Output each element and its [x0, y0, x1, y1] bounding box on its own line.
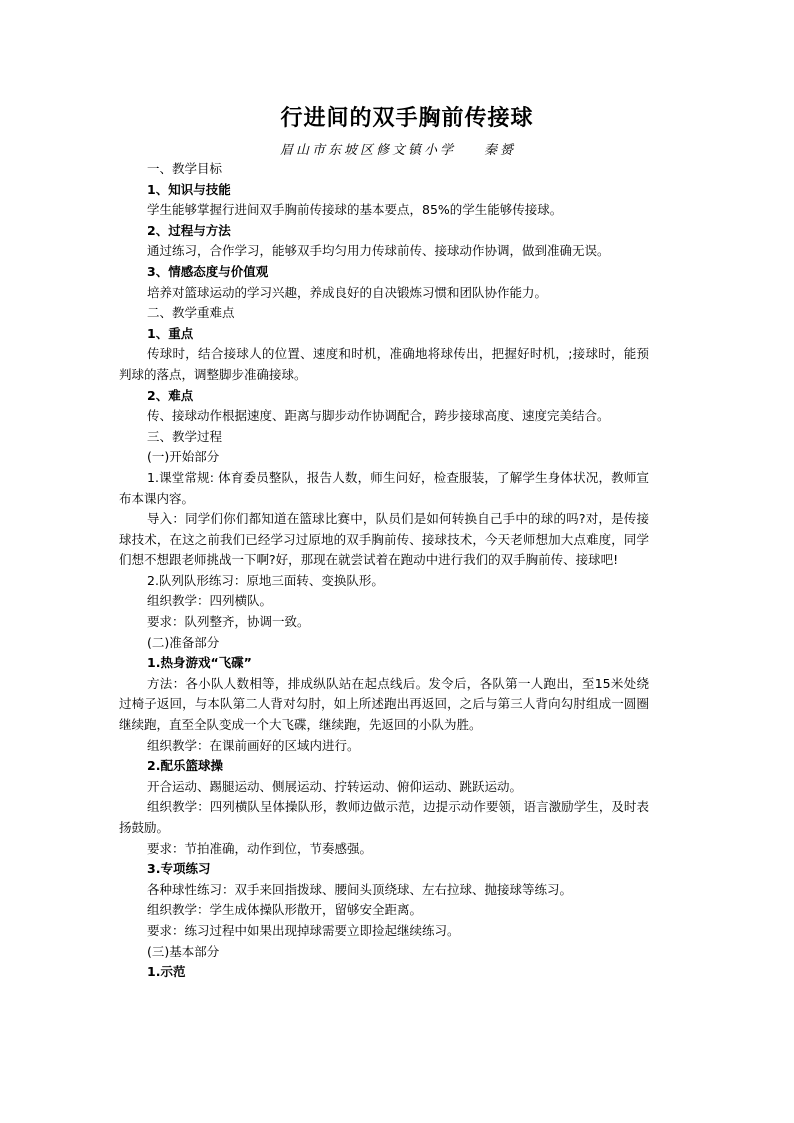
section-heading: 一、教学目标	[147, 161, 223, 176]
subsection-heading: 2、过程与方法	[147, 222, 231, 238]
subsection-heading: 1.示范	[147, 964, 186, 980]
paragraph: 开合运动、踢腿运动、侧展运动、拧转运动、俯仰运动、跳跃运动。	[147, 778, 523, 794]
subsection-heading: 1、重点	[147, 325, 194, 341]
paragraph: 1.课堂常规: 体育委员整队，报告人数，师生问好，检查服装，了解学生身体状况，教师宣布本课内容。	[119, 469, 649, 506]
paragraph: 学生能够掌握行进间双手胸前传接球的基本要点，85%的学生能够传接球。	[147, 202, 563, 218]
subsection-heading: 2.配乐篮球操	[147, 758, 223, 774]
paragraph: 培养对篮球运动的学习兴趣，养成良好的自决锻炼习惯和团队协作能力。	[147, 284, 548, 300]
document-body	[119, 159, 649, 983]
paragraph: 要求：节拍准确，动作到位，节奏感强。	[147, 840, 373, 856]
paragraph: 通过练习，合作学习，能够双手均匀用力传球前传、接球动作协调，做到准确无误。	[147, 243, 610, 259]
part-heading: (二)准备部分	[147, 634, 220, 650]
paragraph: 要求：练习过程中如果出现掉球需要立即捡起继续练习。	[147, 922, 460, 938]
part-heading: (一)开始部分	[147, 449, 220, 465]
paragraph: 要求：队列整齐，协调一致。	[147, 614, 310, 630]
section-heading: 二、教学重难点	[147, 305, 235, 321]
paragraph: 方法：各小队人数相等，排成纵队站在起点线后。发令后，各队第一人跑出，至15米处绕过椅子返回，与本队第二人背对勾肘，如上所述跑出再返回，之后与第三人背向勾肘组成一圆圈继续跑，直至全队变成一个大飞碟，继续跑，先返回的小队为胜。	[119, 675, 649, 733]
paragraph: 传球时，结合接球人的位置、速度和时机，准确地将球传出，把握好时机，;接球时，能预判球的落点，调整脚步准确接球。	[119, 346, 649, 382]
subsection-heading: 2、难点	[147, 387, 194, 403]
subsection-heading: 3.专项练习	[147, 861, 211, 877]
paragraph: 2.队列队形练习：原地三面转、变换队形。	[147, 572, 384, 588]
section-heading: 三、教学过程	[147, 428, 223, 444]
paragraph: 导入：同学们你们都知道在篮球比赛中，队员们是如何转换自己手中的球的吗?对，是传接球技术，在这之前我们已经学习过原地的双手胸前传、接球技术，今天老师想加大点难度，同学们想不想跟老师挑战一下啊?好，那现在就尝试着在跑动中进行我们的双手胸前传、接球吧!	[119, 511, 649, 568]
paragraph: 各种球性练习：双手来回指拨球、腰间头顶绕球、左右拉球、抛接球等练习。	[147, 881, 573, 897]
author-organization: 眉山市东坡区修文镇小学	[280, 143, 457, 158]
document-title: 行进间的双手胸前传接球	[280, 105, 534, 131]
paragraph: 组织教学：学生成体操队形散开，留够安全距离。	[147, 902, 423, 918]
part-heading: (三)基本部分	[147, 943, 220, 959]
subsection-heading: 1、知识与技能	[147, 181, 231, 197]
subsection-heading: 1.热身游戏“飞碟”	[147, 655, 252, 671]
paragraph: 组织教学：四列横队呈体操队形，教师边做示范，边提示动作要领，语言激励学生，及时表扬鼓励。	[119, 799, 649, 835]
subsection-heading: 3、情感态度与价值观	[147, 263, 269, 279]
author-line	[280, 139, 516, 158]
paragraph: 组织教学：四列横队。	[147, 593, 273, 609]
author-name: 秦赟	[484, 143, 517, 158]
paragraph: 组织教学：在课前画好的区域内进行。	[147, 737, 360, 753]
paragraph: 传、接球动作根据速度、距离与脚步动作协调配合，跨步接球高度、速度完美结合。	[147, 408, 610, 424]
